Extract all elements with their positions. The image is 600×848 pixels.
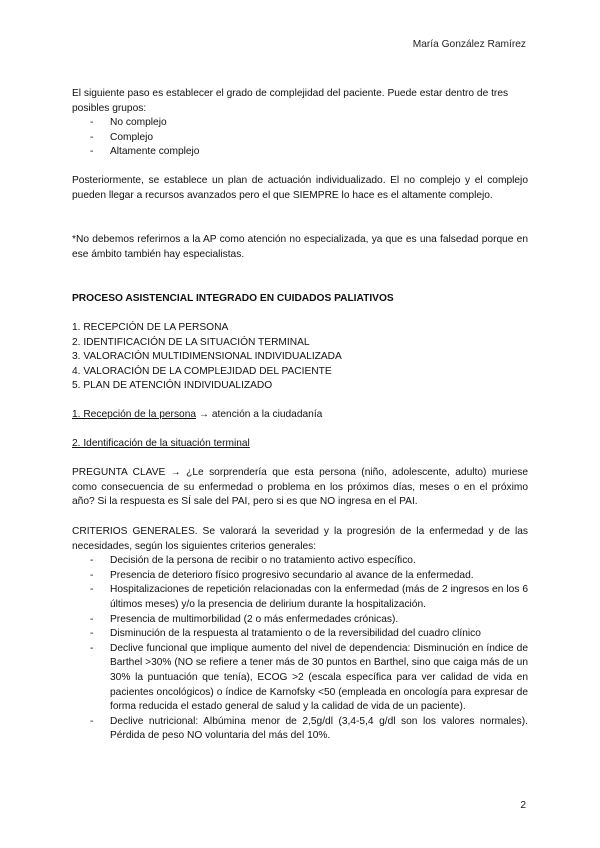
list-item: - Altamente complejo xyxy=(90,145,528,160)
process-step: 1. RECEPCIÓN DE LA PERSONA xyxy=(72,322,229,333)
header-author: María González Ramírez xyxy=(412,39,526,50)
list-item: - Presencia de multimorbilidad (2 o más enfermedades crónicas). xyxy=(90,613,528,628)
process-steps-list xyxy=(72,321,528,394)
page-number: 2 xyxy=(520,800,526,811)
pregunta-clave-paragraph: PREGUNTA CLAVE → ¿Le sorprendería que esta persona (niño, adolescente, adulto) muriese como consecuencia de su enfermedad o problema en los próximos días, meses o en el próximo año? Si la respuesta es SÍ sale del PAI, pero si es que NO ingresa en el PAI. xyxy=(72,467,528,508)
intro-block xyxy=(72,87,528,160)
process-step: 2. IDENTIFICACIÓN DE LA SITUACIÓN TERMINAL xyxy=(72,336,310,348)
list-item: - Decisión de la persona de recibir o no tratamiento activo específico. xyxy=(90,554,528,569)
criterios-block xyxy=(72,525,528,744)
subsection-1 xyxy=(72,408,528,423)
process-step: 3. VALORACIÓN MULTIDIMENSIONAL INDIVIDUALIZADA xyxy=(72,351,342,363)
list-item: - No complejo xyxy=(90,116,528,131)
process-step: 4. VALORACIÓN DE LA COMPLEJIDAD DEL PACIENTE xyxy=(72,365,332,377)
subsection-2-title: 2. Identificación de la situación terminal xyxy=(72,438,250,449)
list-item: - Declive nutricional: Albúmina menor de 2,5g/dl (3,4-5,4 g/dl son los valores normales). Pérdida de peso NO voluntaria del más del 10%. xyxy=(90,715,528,744)
list-item: - Hospitalizaciones de repetición relacionadas con la enfermedad (más de 2 ingresos en los 6 últimos meses) y/o la presencia de delirium durante la hospitalización. xyxy=(90,583,528,612)
criterios-list xyxy=(90,554,528,744)
complexity-groups-list xyxy=(90,116,528,160)
criterios-intro: CRITERIOS GENERALES. Se valorará la severidad y la progresión de la enfermedad y de las necesidades, según los siguientes criterios generales: xyxy=(72,526,528,552)
intro-text: El siguiente paso es establecer el grado de complejidad del paciente. Puede estar dentro de tres posibles grupos: xyxy=(72,88,509,114)
actuacion-paragraph: Posteriormente, se establece un plan de actuación individualizado. El no complejo y el complejo pueden llegar a recursos avanzados pero el que SIEMPRE lo hace es el altamente complejo. xyxy=(72,175,528,201)
subsection-1-rest: → atención a la ciudadanía xyxy=(196,409,323,420)
list-item: - Declive funcional que implique aumento del nivel de dependencia: Disminución en índice de Barthel >30% (NO se refiere a tener más de 30 puntos en Barthel, sino que caiga más de un 30% la puntuación que tenía), ECOG >2 (escala específica para ver calidad de vida en pacientes oncológicos) o índice de Karnofsky <50 (empleada en oncología para expresar de forma reducida el estado general de salud y la calidad de vida de un paciente). xyxy=(90,642,528,715)
subsection-2 xyxy=(72,437,528,452)
note-paragraph: *No debemos referirnos a la AP como atención no especializada, ya que es una falsedad porque en ese ámbito también hay especialistas. xyxy=(72,234,528,260)
list-item: - Complejo xyxy=(90,131,528,146)
process-step: 5. PLAN DE ATENCIÓN INDIVIDUALIZADO xyxy=(72,380,273,392)
subsection-1-title: 1. Recepción de la persona xyxy=(72,409,197,420)
section-title: PROCESO ASISTENCIAL INTEGRADO EN CUIDADOS PALIATIVOS xyxy=(72,293,394,304)
list-item: - Disminución de la respuesta al tratamiento o de la reversibilidad del cuadro clínico xyxy=(90,627,528,642)
list-item: - Presencia de deterioro físico progresivo secundario al avance de la enfermedad. xyxy=(90,569,528,584)
